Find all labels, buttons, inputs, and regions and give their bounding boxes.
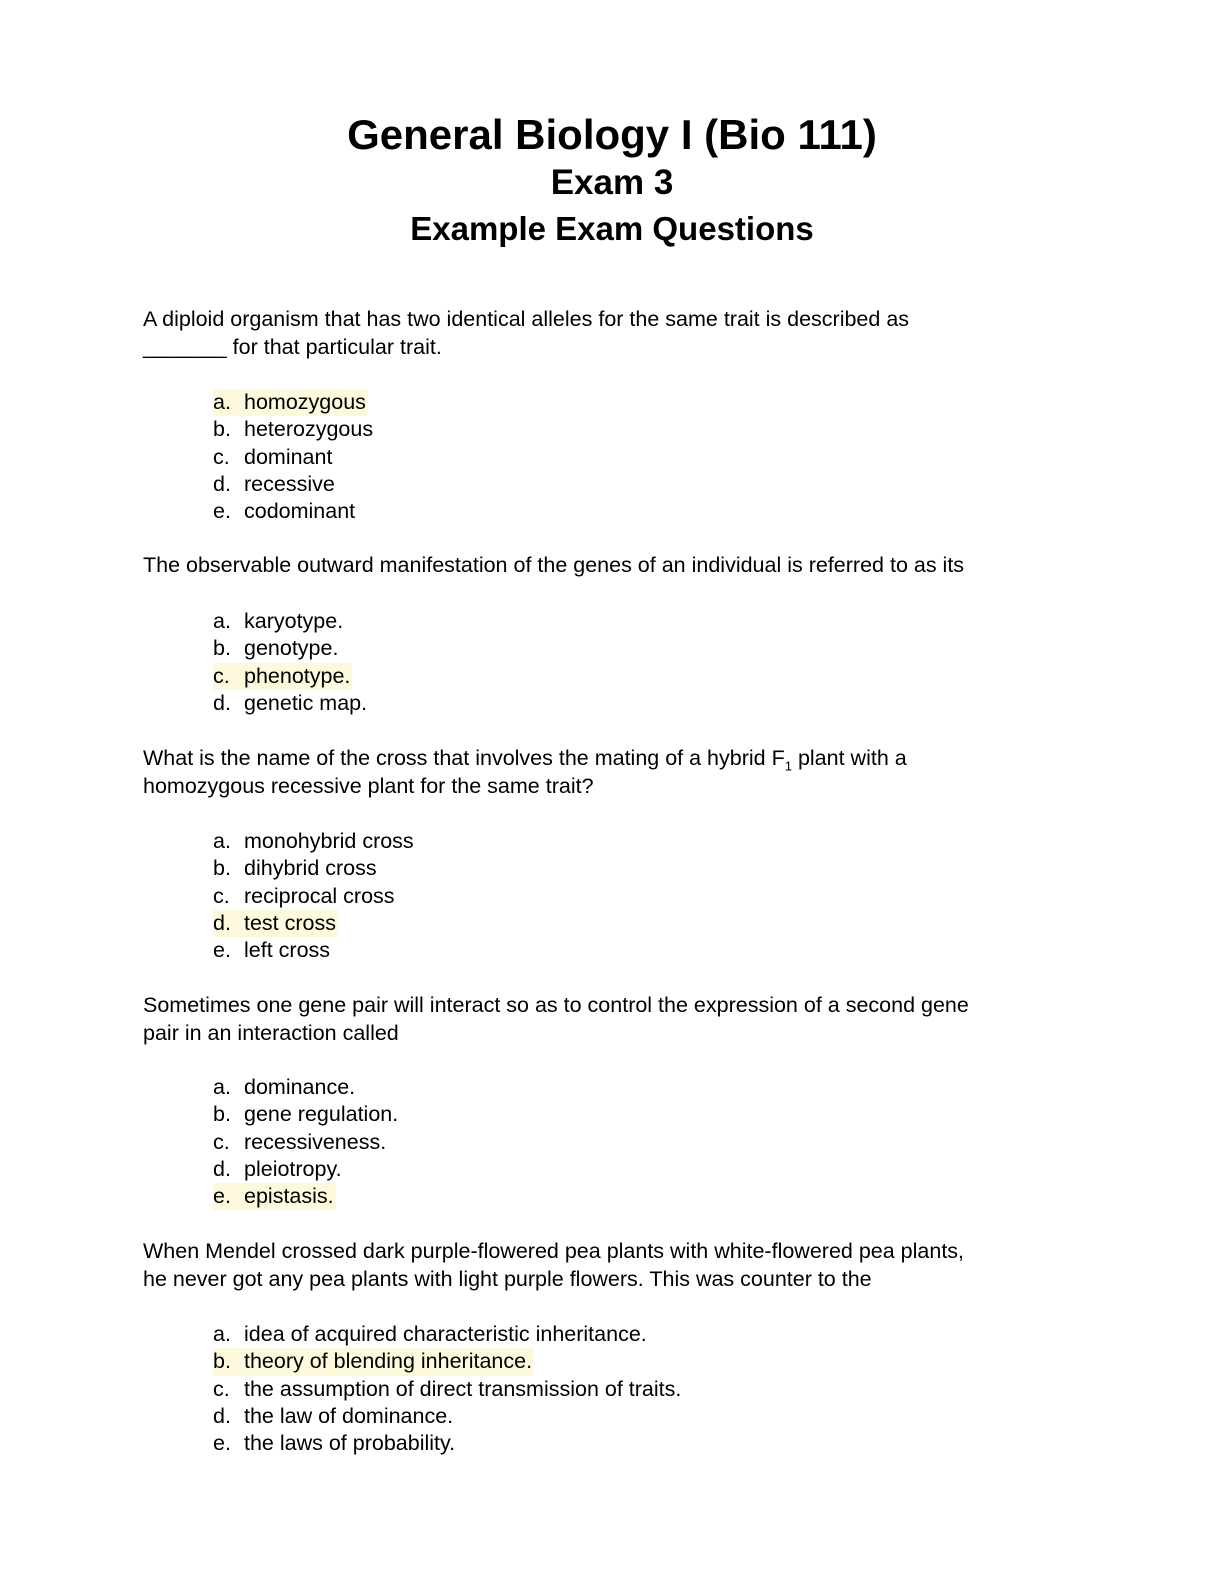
- exam-number: Exam 3: [550, 163, 674, 202]
- question-1-text: [143, 306, 1063, 361]
- option-text: dominant: [244, 444, 333, 469]
- option-text: genotype.: [244, 636, 339, 661]
- question-1-line1: A diploid organism that has two identical alleles for the same trait is described as: [143, 307, 910, 331]
- option-1e: [213, 499, 355, 523]
- option-text: the law of dominance.: [244, 1403, 454, 1428]
- question-4-text: [143, 992, 1063, 1047]
- option-text: left cross: [244, 938, 331, 963]
- option-4e: [213, 1183, 336, 1210]
- option-letter: d.: [213, 1156, 231, 1181]
- option-3d: [213, 910, 338, 937]
- option-2b: [213, 636, 338, 660]
- option-text: recessive: [244, 471, 335, 496]
- question-4-line2: pair in an interaction called: [143, 1020, 399, 1045]
- option-4d: [213, 1157, 342, 1181]
- option-text: epistasis.: [244, 1184, 334, 1209]
- option-1b: [213, 417, 373, 441]
- option-text: recessiveness.: [244, 1129, 387, 1154]
- option-text: theory of blending inheritance.: [244, 1349, 533, 1374]
- option-2a: [213, 609, 343, 633]
- question-3-line1a: What is the name of the cross that involves the mating of a hybrid F: [143, 746, 785, 770]
- question-4-line1: Sometimes one gene pair will interact so as to control the expression of a second gene: [143, 993, 969, 1017]
- option-letter: b.: [213, 417, 231, 442]
- option-3e: [213, 938, 330, 962]
- option-text: pleiotropy.: [244, 1156, 342, 1181]
- option-4c: [213, 1130, 386, 1154]
- option-3a: [213, 829, 414, 853]
- question-5-options: [213, 1321, 681, 1457]
- question-2-line1: The observable outward manifestation of the genes of an individual is referred to as its: [143, 553, 965, 577]
- option-3c: [213, 884, 395, 908]
- option-letter: d.: [213, 910, 231, 935]
- question-2-options: [213, 608, 367, 717]
- option-4a: [213, 1075, 355, 1099]
- option-text: heterozygous: [244, 417, 374, 442]
- option-letter: b.: [213, 1102, 231, 1127]
- question-1-options: [213, 389, 373, 525]
- option-letter: a.: [213, 609, 231, 633]
- question-3-options: [213, 828, 414, 964]
- option-letter: d.: [213, 471, 231, 496]
- option-5e: [213, 1431, 455, 1455]
- option-text: gene regulation.: [244, 1102, 399, 1127]
- option-letter: a.: [213, 829, 231, 853]
- option-text: phenotype.: [244, 663, 351, 688]
- question-2-text: [143, 552, 1063, 580]
- page-subtitle: Example Exam Questions: [410, 210, 814, 247]
- option-letter: e.: [213, 938, 231, 963]
- option-letter: d.: [213, 690, 231, 715]
- option-letter: c.: [213, 444, 230, 469]
- answer-blank: _______: [143, 334, 227, 359]
- question-3-text: [143, 745, 1063, 800]
- option-1d: [213, 472, 335, 496]
- option-1a: [213, 389, 368, 416]
- option-2d: [213, 691, 367, 715]
- option-3b: [213, 856, 377, 880]
- option-text: monohybrid cross: [244, 829, 414, 853]
- question-4-options: [213, 1074, 398, 1210]
- option-text: codominant: [244, 499, 356, 524]
- option-letter: e.: [213, 1184, 231, 1209]
- option-letter: b.: [213, 1349, 231, 1374]
- question-5-line2: he never got any pea plants with light purple flowers. This was counter to the: [143, 1266, 872, 1291]
- option-letter: a.: [213, 390, 231, 414]
- option-letter: e.: [213, 499, 231, 524]
- option-letter: a.: [213, 1075, 231, 1099]
- option-letter: c.: [213, 1129, 230, 1154]
- option-text: reciprocal cross: [244, 883, 395, 908]
- option-letter: e.: [213, 1431, 231, 1456]
- option-letter: c.: [213, 883, 230, 908]
- option-text: dihybrid cross: [244, 856, 377, 881]
- option-text: homozygous: [244, 390, 366, 414]
- question-3-line2: homozygous recessive plant for the same trait?: [143, 773, 594, 798]
- question-5-line1: When Mendel crossed dark purple-flowered pea plants with white-flowered pea plants,: [143, 1239, 965, 1263]
- option-text: test cross: [244, 910, 336, 935]
- option-letter: d.: [213, 1403, 231, 1428]
- option-1c: [213, 445, 332, 469]
- option-text: karyotype.: [244, 609, 344, 633]
- option-letter: c.: [213, 663, 230, 688]
- option-text: idea of acquired characteristic inheritance.: [244, 1322, 647, 1346]
- option-letter: a.: [213, 1322, 231, 1346]
- option-letter: b.: [213, 856, 231, 881]
- option-4b: [213, 1102, 398, 1126]
- question-5-text: [143, 1238, 1063, 1293]
- option-text: dominance.: [244, 1075, 356, 1099]
- option-5b: [213, 1348, 534, 1375]
- option-text: the assumption of direct transmission of traits.: [244, 1376, 682, 1401]
- option-letter: c.: [213, 1376, 230, 1401]
- option-5a: [213, 1322, 647, 1346]
- question-3-line1b: plant with a: [791, 746, 907, 770]
- option-text: the laws of probability.: [244, 1431, 456, 1456]
- option-2c: [213, 663, 352, 690]
- option-text: genetic map.: [244, 690, 368, 715]
- question-1-line2: for that particular trait.: [226, 334, 442, 359]
- subscript: 1: [784, 758, 792, 774]
- option-5d: [213, 1404, 453, 1428]
- option-5c: [213, 1377, 681, 1401]
- page-title: General Biology I (Bio 111): [347, 111, 877, 158]
- option-letter: b.: [213, 636, 231, 661]
